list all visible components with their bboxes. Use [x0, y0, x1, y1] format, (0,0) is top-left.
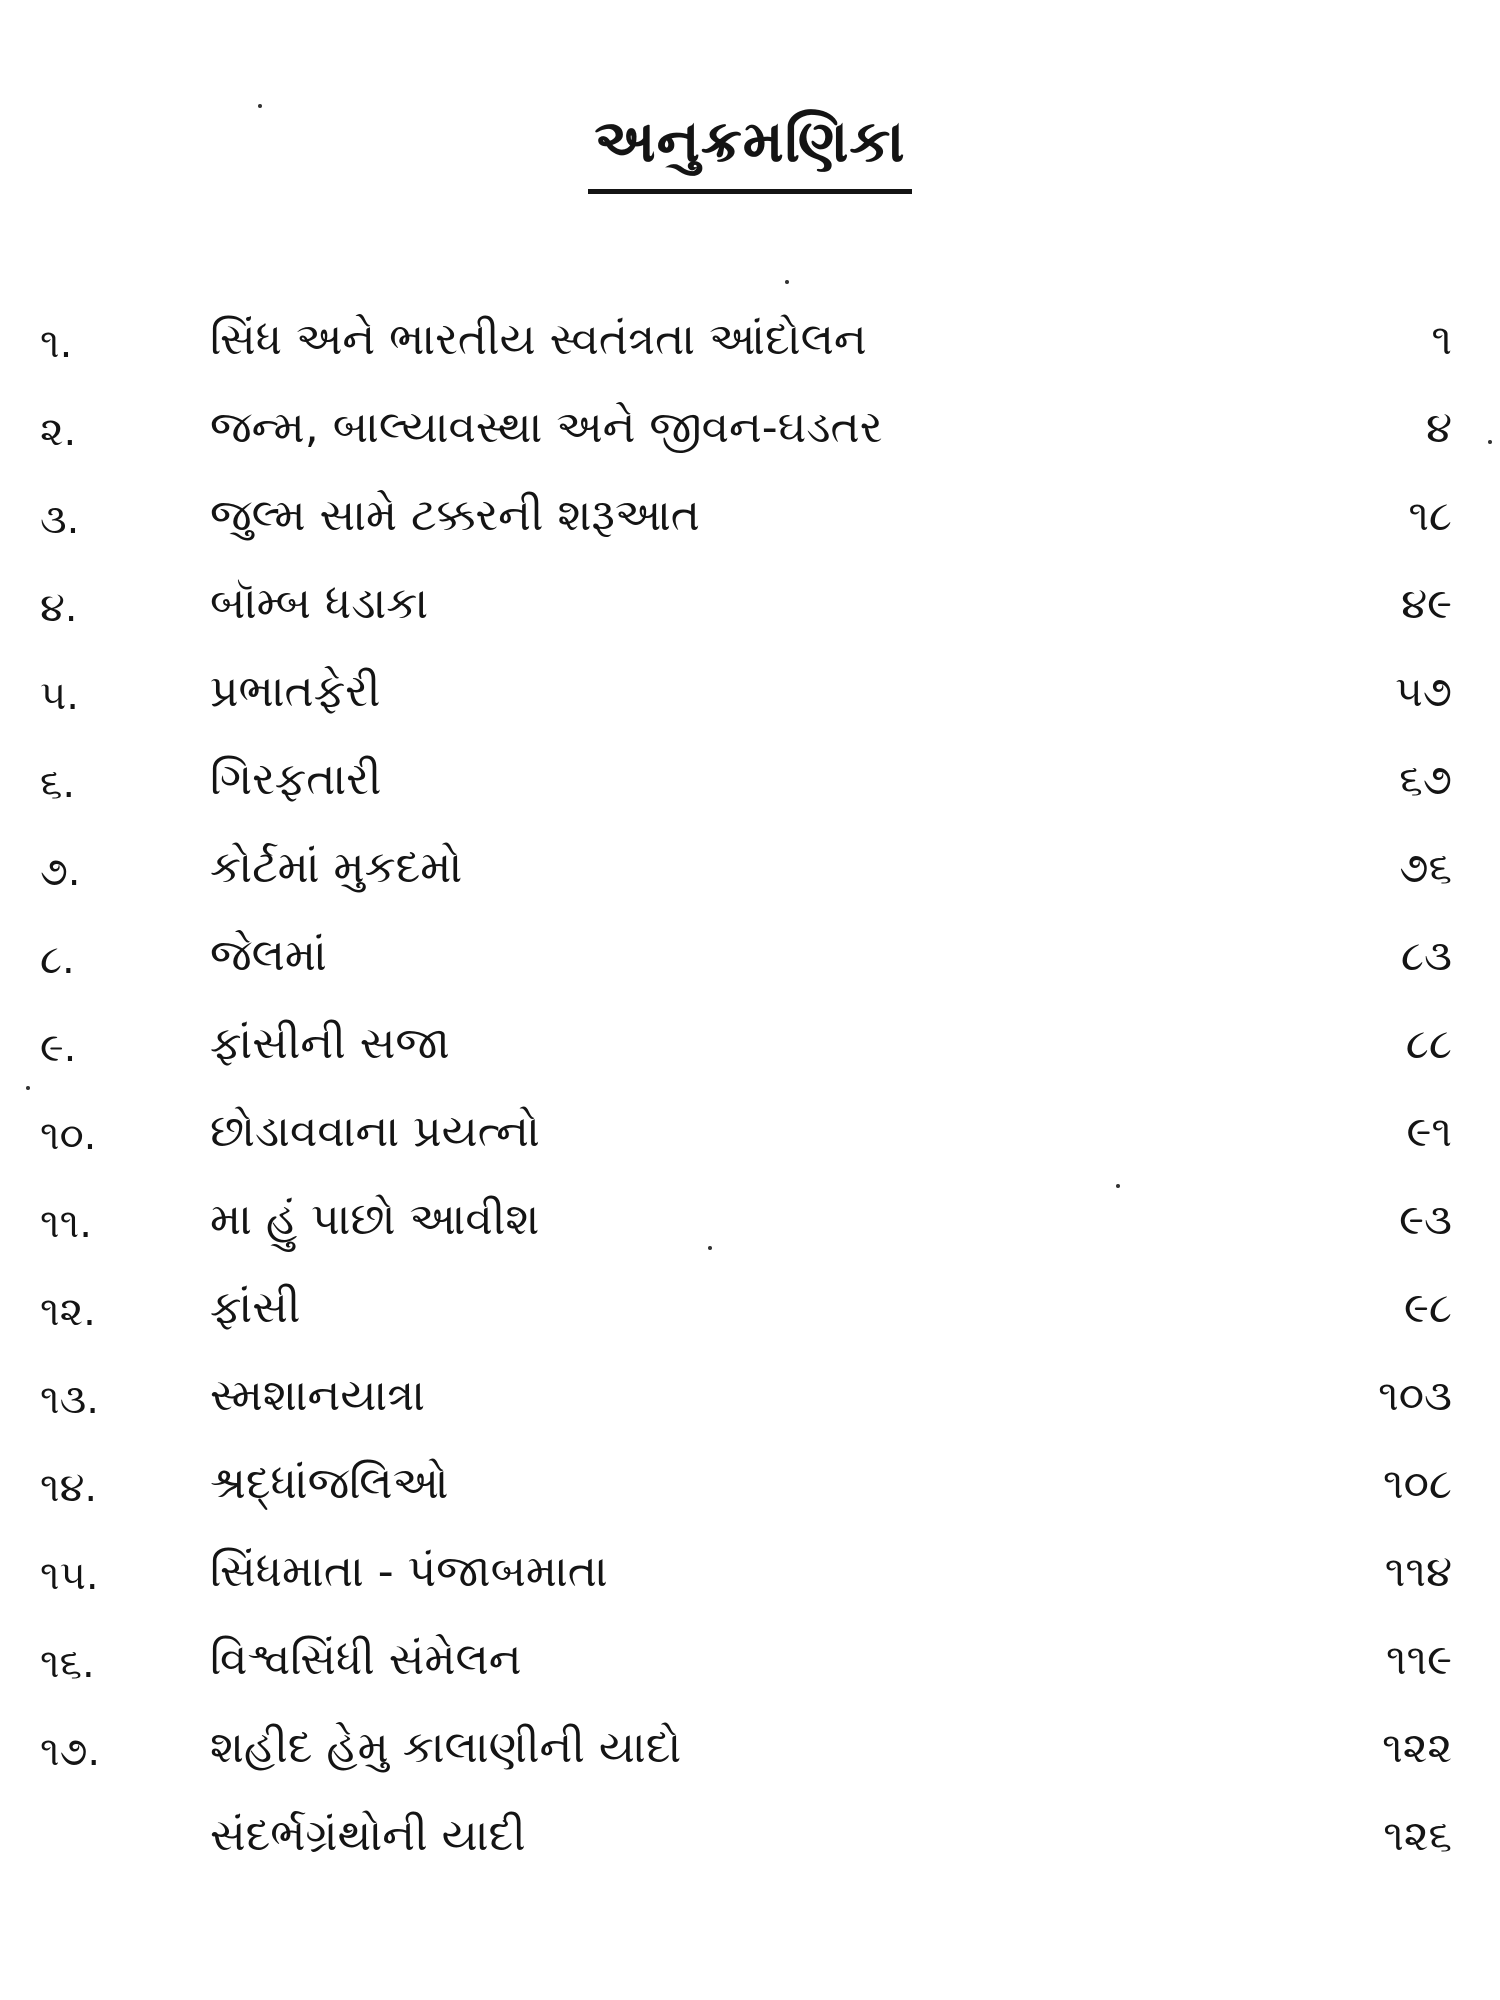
scan-speck: [785, 280, 789, 284]
scan-speck: [26, 1086, 30, 1090]
chapter-title: પ્રભાતફેરી: [210, 666, 381, 717]
chapter-number: ૧૪.: [40, 1465, 98, 1511]
toc-row-1: [0, 300, 1500, 388]
toc-row-16: [0, 1620, 1500, 1708]
chapter-title: સિંધ અને ભારતીય સ્વતંત્રતા આંદોલન: [210, 314, 867, 365]
chapter-number: ૧૭.: [40, 1729, 101, 1775]
page-number: ૯૧: [1406, 1107, 1452, 1156]
chapter-number: ૪.: [40, 585, 78, 631]
page-number: ૧૧૪: [1384, 1547, 1452, 1596]
toc-row-7: [0, 828, 1500, 916]
page-number: ૬૭: [1399, 755, 1452, 804]
scan-speck: [1116, 1184, 1120, 1188]
toc-row-12: [0, 1268, 1500, 1356]
chapter-number: ૭.: [40, 849, 81, 895]
toc-row-14: [0, 1444, 1500, 1532]
scan-speck: [708, 1246, 712, 1250]
scan-speck: [1488, 440, 1492, 444]
table-of-contents: [0, 300, 1500, 1884]
chapter-title: જુલ્મ સામે ટક્કરની શરૂઆત: [210, 490, 700, 541]
toc-row-bibliography: [0, 1796, 1500, 1884]
title-block: [0, 108, 1500, 194]
page-title: અનુક્રમણિકા: [588, 108, 911, 194]
chapter-title: ફાંસીની સજા: [210, 1018, 450, 1069]
toc-row-5: [0, 652, 1500, 740]
chapter-title: શહીદ હેમુ કાલાણીની યાદો: [210, 1722, 682, 1773]
chapter-title: સંદર્ભગ્રંથોની યાદી: [210, 1810, 526, 1861]
chapter-title: મા હું પાછો આવીશ: [210, 1194, 540, 1245]
page-number: ૧૦૩: [1378, 1371, 1452, 1420]
chapter-title: છોડાવવાના પ્રયત્નો: [210, 1106, 540, 1157]
page-number: ૧૨૬: [1383, 1811, 1452, 1860]
chapter-number: ૧૬.: [40, 1641, 95, 1687]
toc-row-10: [0, 1092, 1500, 1180]
chapter-number: ૧૧.: [40, 1201, 92, 1247]
chapter-title: સ્મશાનયાત્રા: [210, 1370, 425, 1421]
chapter-title: જન્મ, બાલ્યાવસ્થા અને જીવન-ઘડતર: [210, 402, 883, 453]
page-number: ૯૮: [1404, 1283, 1452, 1332]
chapter-number: ૫.: [40, 673, 79, 719]
toc-row-13: [0, 1356, 1500, 1444]
page-number: ૮૩: [1400, 931, 1452, 980]
toc-row-15: [0, 1532, 1500, 1620]
page-number: ૯૩: [1399, 1195, 1452, 1244]
page-number: ૧૧૯: [1385, 1635, 1452, 1684]
chapter-title: જેલમાં: [210, 930, 327, 981]
page-number: ૫૭: [1395, 667, 1452, 716]
chapter-number: ૧૫.: [40, 1553, 99, 1599]
chapter-number: ૧૩.: [40, 1377, 99, 1423]
page-number: ૧૨૨: [1382, 1723, 1452, 1772]
chapter-number: ૮.: [40, 937, 75, 983]
chapter-title: કોર્ટમાં મુકદમો: [210, 842, 463, 893]
chapter-title: સિંધમાતા - પંજાબમાતા: [210, 1546, 608, 1597]
toc-row-9: [0, 1004, 1500, 1092]
chapter-number: ૬.: [40, 761, 76, 807]
page-number: ૧: [1431, 315, 1452, 364]
page-number: ૧૮: [1408, 491, 1452, 540]
scan-speck: [258, 104, 262, 108]
toc-row-8: [0, 916, 1500, 1004]
toc-row-3: [0, 476, 1500, 564]
toc-row-17: [0, 1708, 1500, 1796]
page-number: ૪૯: [1401, 579, 1452, 628]
toc-row-6: [0, 740, 1500, 828]
chapter-number: ૧૨.: [40, 1289, 96, 1335]
chapter-number: ૯.: [40, 1025, 77, 1071]
chapter-number: ૧.: [40, 321, 73, 367]
page-number: ૮૮: [1405, 1019, 1452, 1068]
chapter-number: ૧૦.: [40, 1113, 97, 1159]
chapter-title: બૉમ્બ ધડાકા: [210, 578, 429, 629]
chapter-title: ફાંસી: [210, 1282, 301, 1333]
toc-row-2: [0, 388, 1500, 476]
page-number: ૧૦૮: [1383, 1459, 1452, 1508]
chapter-title: ગિરફતારી: [210, 754, 382, 805]
toc-row-11: [0, 1180, 1500, 1268]
chapter-number: ૨.: [40, 409, 77, 455]
chapter-title: વિશ્વસિંધી સંમેલન: [210, 1634, 522, 1685]
chapter-title: શ્રદ્ધાંજલિઓ: [210, 1458, 449, 1509]
page-number: ૪: [1425, 403, 1452, 452]
page-number: ૭૬: [1399, 843, 1452, 892]
toc-row-4: [0, 564, 1500, 652]
chapter-number: ૩.: [40, 497, 80, 543]
